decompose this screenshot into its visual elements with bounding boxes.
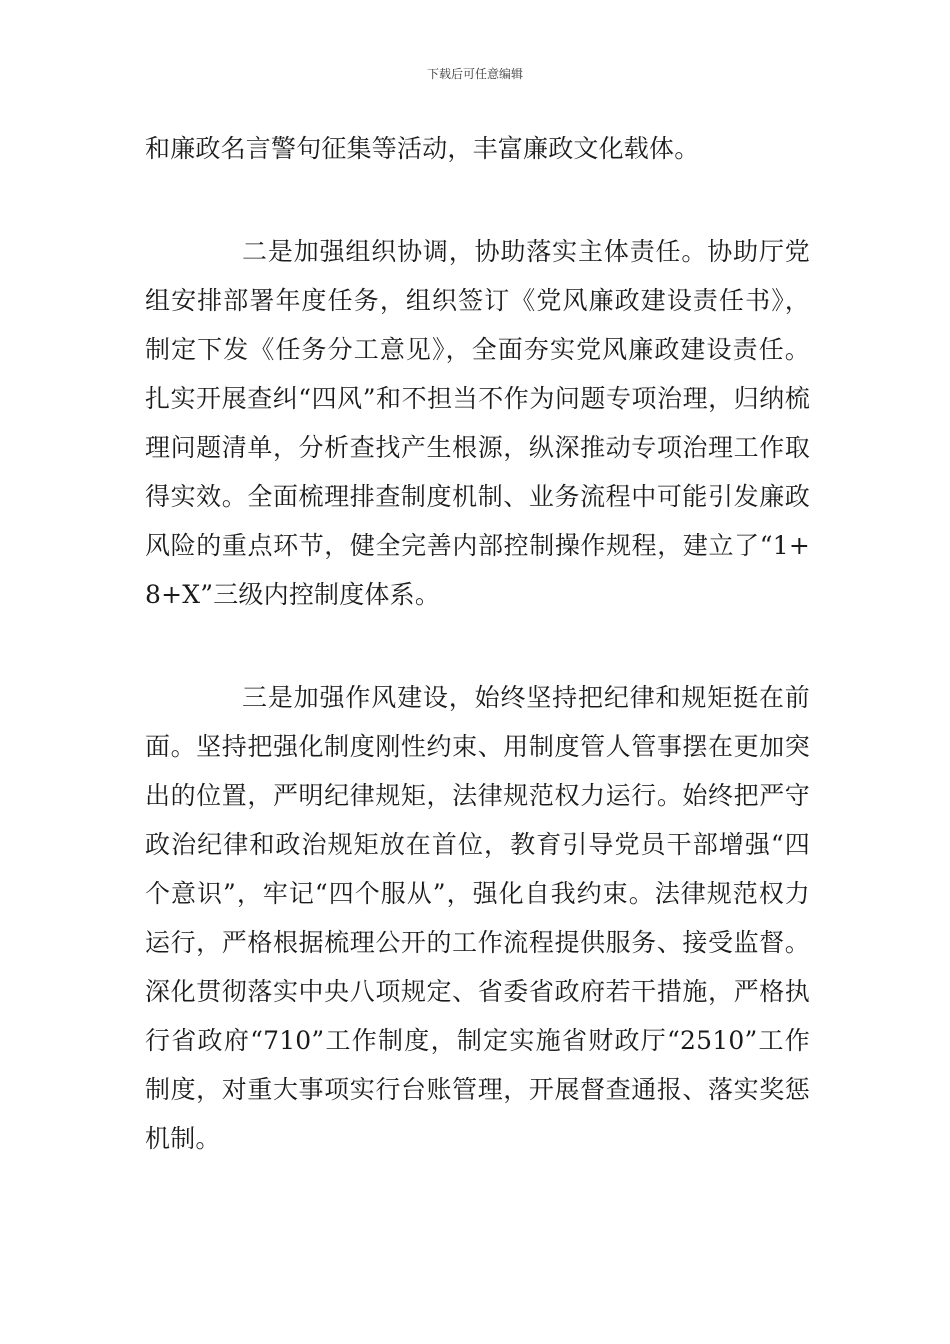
paragraph-continuation: 和廉政名言警句征集等活动，丰富廉政文化载体。 [145,134,700,163]
paragraph-gap [145,173,810,227]
page-header-note: 下载后可任意编辑 [426,67,523,81]
document-body [145,124,810,1163]
paragraph-organization-coordination: 二是加强组织协调，协助落实主体责任。协助厅党组安排部署年度任务，组织签订《党风廉政建设责任书》，制定下发《任务分工意见》，全面夯实党风廉政建设责任。扎实开展查纠“四风”和不担当不作为问题专项治理，归纳梳理问题清单，分析查找产生根源，纵深推动专项治理工作取得实效。全面梳理排查制度机制、业务流程中可能引发廉政风险的重点环节，健全完善内部控制操作规程，建立了“1+8+X”三级内控制度体系。 [145,237,810,609]
paragraph-gap [145,619,810,673]
paragraph-work-style: 三是加强作风建设，始终坚持把纪律和规矩挺在前面。坚持把强化制度刚性约束、用制度管人管事摆在更加突出的位置，严明纪律规矩，法律规范权力运行。始终把严守政治纪律和政治规矩放在首位，教育引导党员干部增强“四个意识”，牢记“四个服从”，强化自我约束。法律规范权力运行，严格根据梳理公开的工作流程提供服务、接受监督。深化贯彻落实中央八项规定、省委省政府若干措施，严格执行省政府“710”工作制度，制定实施省财政厅“2510”工作制度，对重大事项实行台账管理，开展督查通报、落实奖惩机制。 [145,683,810,1153]
